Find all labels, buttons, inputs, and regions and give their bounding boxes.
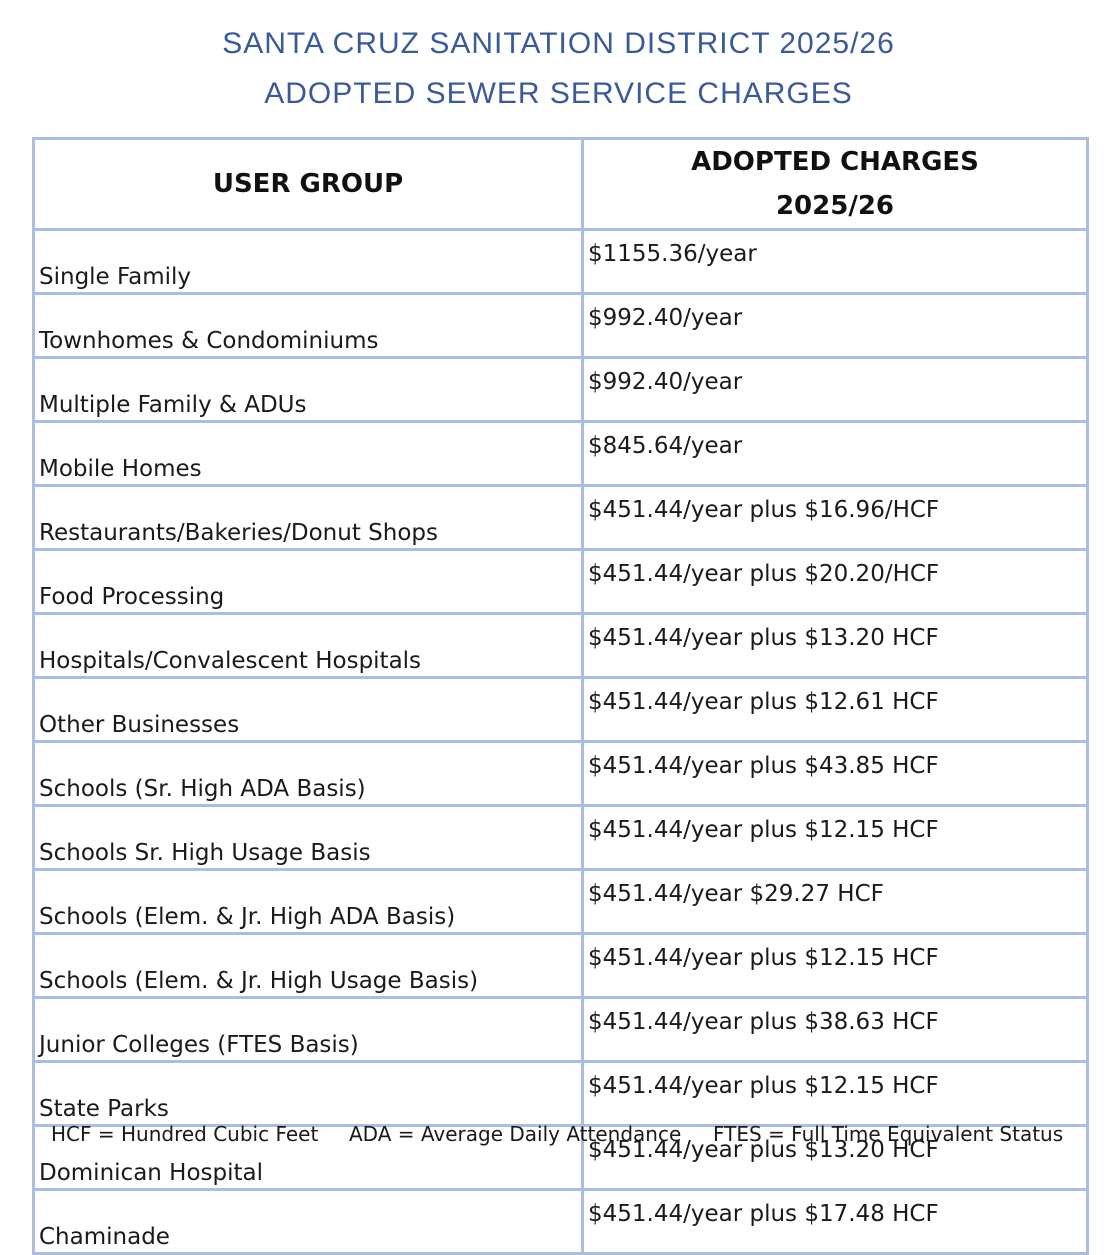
user-group-cell: Multiple Family & ADUs — [34, 358, 583, 422]
user-group-cell: Schools Sr. High Usage Basis — [34, 806, 583, 870]
table-header-row — [34, 139, 1088, 230]
user-group-cell: Schools (Elem. & Jr. High Usage Basis) — [34, 934, 583, 998]
table-row — [34, 230, 1088, 294]
charge-cell: $451.44/year plus $13.20 HCF — [583, 1126, 1088, 1190]
user-group-cell: Townhomes & Condominiums — [34, 294, 583, 358]
user-group-cell: Single Family — [34, 230, 583, 294]
table-row — [34, 550, 1088, 614]
table-row — [34, 806, 1088, 870]
charge-cell: $451.44/year plus $12.61 HCF — [583, 678, 1088, 742]
charge-cell: $451.44/year plus $12.15 HCF — [583, 1062, 1088, 1126]
page-title-line2: ADOPTED SEWER SERVICE CHARGES — [264, 77, 853, 110]
user-group-cell: State Parks — [34, 1062, 583, 1126]
user-group-cell: Restaurants/Bakeries/Donut Shops — [34, 486, 583, 550]
user-group-cell: Hospitals/Convalescent Hospitals — [34, 614, 583, 678]
charge-cell: $1155.36/year — [583, 230, 1088, 294]
page-title-line1: SANTA CRUZ SANITATION DISTRICT 2025/26 — [222, 27, 895, 60]
table-row — [34, 870, 1088, 934]
user-group-cell: Schools (Elem. & Jr. High ADA Basis) — [34, 870, 583, 934]
user-group-cell: Other Businesses — [34, 678, 583, 742]
footnote-ftes: FTES = Full Time Equivalent Status — [713, 1122, 1064, 1146]
header-charges-line2: 2025/26 — [775, 191, 895, 221]
user-group-cell: Dominican Hospital — [34, 1126, 583, 1190]
footnote-hcf: HCF = Hundred Cubic Feet — [51, 1122, 319, 1146]
table-row — [34, 678, 1088, 742]
charge-cell: $845.64/year — [583, 422, 1088, 486]
table-row — [34, 422, 1088, 486]
charge-cell: $992.40/year — [583, 294, 1088, 358]
user-group-cell: Food Processing — [34, 550, 583, 614]
header-user-group: USER GROUP — [34, 139, 583, 230]
table-row — [34, 358, 1088, 422]
charge-cell: $451.44/year plus $12.15 HCF — [583, 806, 1088, 870]
table-row — [34, 1062, 1088, 1126]
charge-cell: $451.44/year plus $20.20/HCF — [583, 550, 1088, 614]
charge-cell: $451.44/year plus $43.85 HCF — [583, 742, 1088, 806]
charges-table — [32, 137, 1089, 1255]
user-group-cell: Mobile Homes — [34, 422, 583, 486]
user-group-cell: Schools (Sr. High ADA Basis) — [34, 742, 583, 806]
table-row — [34, 742, 1088, 806]
table-row — [34, 998, 1088, 1062]
footnote-ada: ADA = Average Daily Attendance — [349, 1122, 682, 1146]
table-row — [34, 934, 1088, 998]
user-group-cell: Chaminade — [34, 1190, 583, 1254]
table-row — [34, 1190, 1088, 1254]
table-row — [34, 294, 1088, 358]
header-charges-line1: ADOPTED CHARGES — [691, 147, 979, 177]
table-row — [34, 614, 1088, 678]
charge-cell: $451.44/year $29.27 HCF — [583, 870, 1088, 934]
charge-cell: $451.44/year plus $38.63 HCF — [583, 998, 1088, 1062]
charge-cell: $451.44/year plus $17.48 HCF — [583, 1190, 1088, 1254]
header-adopted-charges — [583, 139, 1088, 230]
charge-cell: $451.44/year plus $16.96/HCF — [583, 486, 1088, 550]
charge-cell: $992.40/year — [583, 358, 1088, 422]
charge-cell: $451.44/year plus $13.20 HCF — [583, 614, 1088, 678]
user-group-cell: Junior Colleges (FTES Basis) — [34, 998, 583, 1062]
charge-cell: $451.44/year plus $12.15 HCF — [583, 934, 1088, 998]
table-row — [34, 486, 1088, 550]
